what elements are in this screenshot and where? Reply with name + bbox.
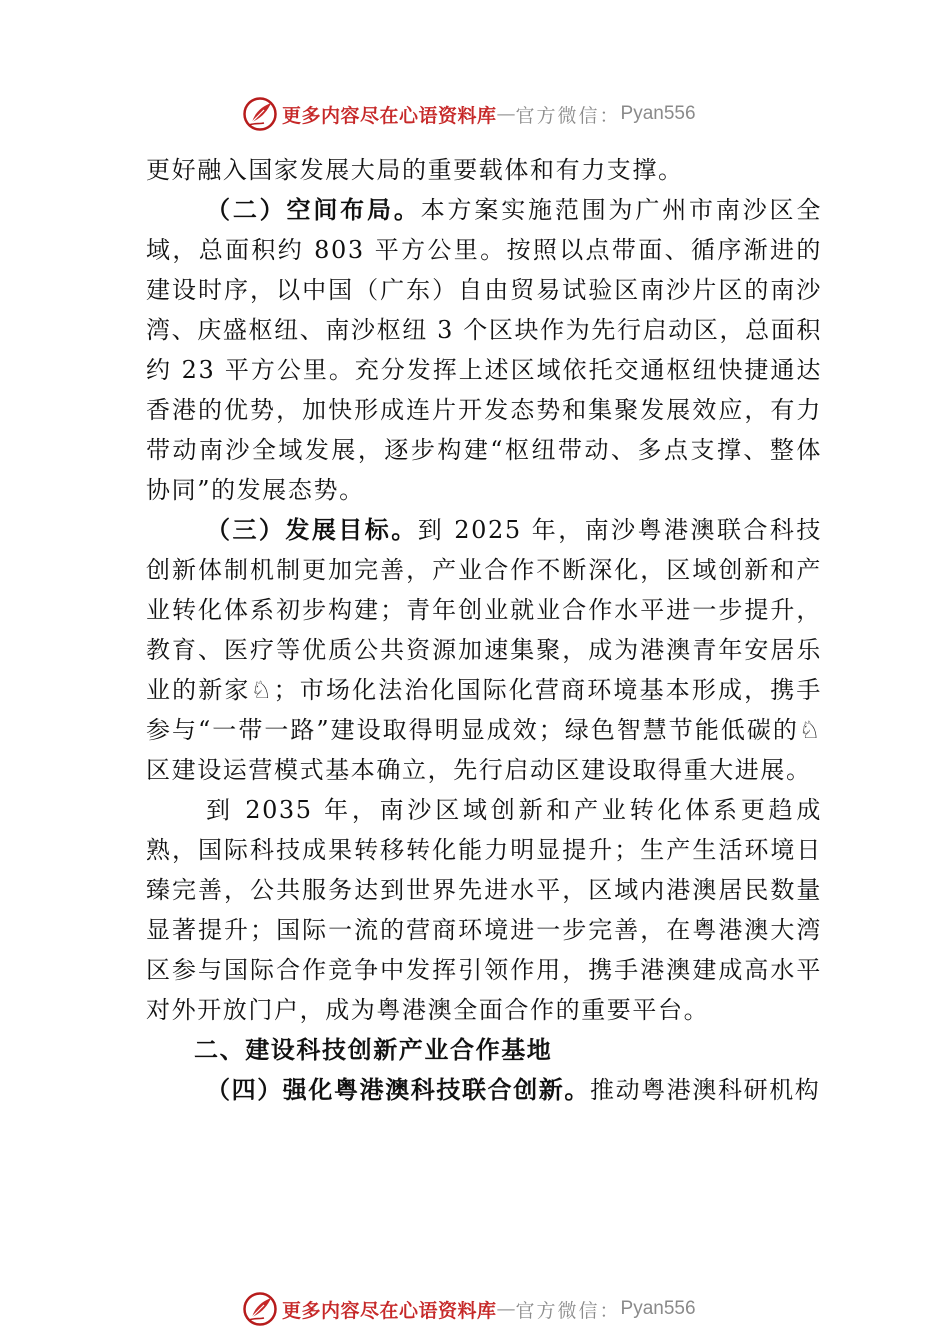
- paragraph-tech-innovation-text: 推动粤港澳科研机构: [590, 1076, 821, 1104]
- header-watermark: [242, 96, 696, 132]
- section-lead-spatial-layout: （二）空间布局。: [206, 196, 421, 224]
- document-body: [146, 150, 822, 1110]
- watermark-wechat-id: Pyan556: [620, 103, 696, 124]
- section-heading: 二、建设科技创新产业合作基地: [194, 1036, 553, 1064]
- watermark-red-text: 更多内容尽在心语资料库: [282, 1299, 497, 1322]
- paragraph-2035-goals: 到 2035 年，南沙区域创新和产业转化体系更趋成熟，国际科技成果转移转化能力明显提升；生产生活环境日臻完善，公共服务达到世界先进水平，区域内港澳居民数量显著提升；国际一流的营商环境进一步完善，在粤港澳大湾区参与国际合作竞争中发挥引领作用，携手港澳建成高水平对外开放门户，成为粤港澳全面合作的重要平台。: [146, 796, 822, 1024]
- paragraph-spatial-layout: [146, 190, 822, 510]
- watermark-dash: —: [496, 103, 516, 125]
- paragraph-spatial-layout-text: 本方案实施范围为广州市南沙区全域，总面积约 803 平方公里。按照以点带面、循序渐进的建设时序，以中国（广东）自由贸易试验区南沙片区的南沙湾、庆盛枢纽、南沙枢纽 3 个区块作为先行启动区，总面积约 23 平方公里。充分发挥上述区域依托交通枢纽快捷通达香港的优势，加快形成连片开发态势和集聚发展效应，有力带动南沙全域发展，逐步构建“枢纽带动、多点支撑、整体协同”的发展态势。: [146, 196, 822, 504]
- paragraph-tech-innovation: [146, 1070, 822, 1110]
- pen-logo-icon: [242, 96, 278, 132]
- paragraph-development-goals: [146, 510, 822, 790]
- pen-logo-icon: [242, 1291, 278, 1327]
- paragraph-development-goals-text: 到 2025 年，南沙粤港澳联合科技创新体制机制更加完善，产业合作不断深化，区域创新和产业转化体系初步构建；青年创业就业合作水平进一步提升，教育、医疗等优质公共资源加速集聚，成为港澳青年安居乐业的新家♘；市场化法治化国际化营商环境基本形成，携手参与“一带一路”建设取得明显成效；绿色智慧节能低碳的♘ 区建设运营模式基本确立，先行启动区建设取得重大进展。: [146, 516, 822, 784]
- watermark-wechat-label: 官方微信：: [515, 1299, 621, 1322]
- section-lead-development-goals: （三）发展目标。: [206, 516, 418, 544]
- watermark-wechat-id: Pyan556: [620, 1298, 696, 1319]
- watermark-wechat-label: 官方微信：: [515, 104, 621, 127]
- watermark-dash: —: [496, 1298, 516, 1320]
- section-lead-tech-innovation: （四）强化粤港澳科技联合创新。: [206, 1076, 590, 1104]
- paragraph-continuation: 更好融入国家发展大局的重要载体和有力支撑。: [146, 156, 684, 184]
- watermark-red-text: 更多内容尽在心语资料库: [282, 104, 497, 127]
- footer-watermark: [242, 1291, 696, 1327]
